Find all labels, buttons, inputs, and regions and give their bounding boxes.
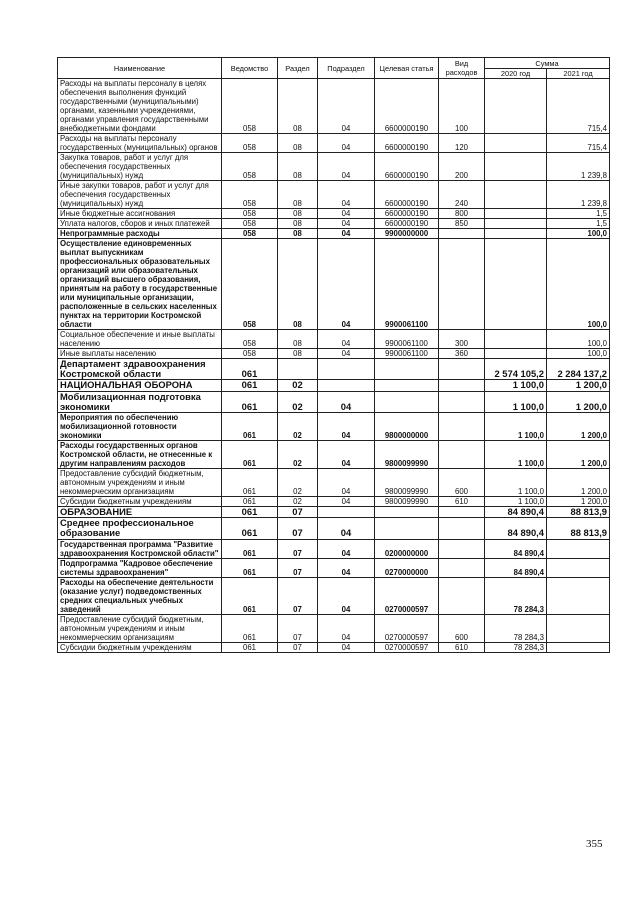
cell-type: 300 <box>439 330 485 349</box>
cell-dept: 061 <box>222 469 278 497</box>
header-sum: Сумма <box>485 58 610 69</box>
cell-section: 02 <box>278 413 318 441</box>
cell-section: 08 <box>278 330 318 349</box>
cell-name: Социальное обеспечение и иные выплаты населению <box>58 330 222 349</box>
table-row <box>58 642 610 652</box>
cell-2020: 1 100,0 <box>485 469 547 497</box>
table-row <box>58 507 610 518</box>
table-row <box>58 181 610 209</box>
cell-subsection: 04 <box>318 497 375 507</box>
cell-2020: 1 100,0 <box>485 497 547 507</box>
cell-section: 08 <box>278 209 318 219</box>
cell-2020: 84 890,4 <box>485 507 547 518</box>
cell-dept: 061 <box>222 380 278 391</box>
cell-name: Расходы на выплаты персоналу в целях обеспечения выполнения функций государственными (муниципальными) органами, казенными учреждениями, органами управления государственными внебюджетными фондами <box>58 79 222 134</box>
cell-target: 9800099990 <box>375 441 439 469</box>
cell-dept: 058 <box>222 181 278 209</box>
cell-dept: 061 <box>222 577 278 614</box>
cell-type <box>439 539 485 558</box>
cell-2021: 88 813,9 <box>547 518 610 539</box>
cell-dept: 061 <box>222 642 278 652</box>
header-name: Наименование <box>58 58 222 79</box>
cell-subsection: 04 <box>318 469 375 497</box>
cell-subsection: 04 <box>318 219 375 229</box>
cell-dept: 058 <box>222 239 278 330</box>
header-year-2020: 2020 год <box>485 69 547 79</box>
cell-type <box>439 391 485 412</box>
cell-type <box>439 229 485 239</box>
cell-2021 <box>547 642 610 652</box>
cell-section: 08 <box>278 239 318 330</box>
cell-subsection: 04 <box>318 229 375 239</box>
cell-name: Среднее профессиональное образование <box>58 518 222 539</box>
cell-target: 9900000000 <box>375 229 439 239</box>
cell-name: Иные закупки товаров, работ и услуг для обеспечения государственных (муниципальных) нужд <box>58 181 222 209</box>
cell-dept: 061 <box>222 391 278 412</box>
cell-dept: 061 <box>222 614 278 642</box>
cell-type <box>439 413 485 441</box>
cell-2020 <box>485 349 547 359</box>
cell-section: 07 <box>278 558 318 577</box>
cell-dept: 058 <box>222 229 278 239</box>
cell-subsection: 04 <box>318 153 375 181</box>
cell-section <box>278 359 318 380</box>
cell-target <box>375 391 439 412</box>
cell-type: 610 <box>439 497 485 507</box>
cell-dept: 061 <box>222 413 278 441</box>
cell-dept: 061 <box>222 441 278 469</box>
cell-target: 6600000190 <box>375 153 439 181</box>
cell-target <box>375 380 439 391</box>
cell-name: НАЦИОНАЛЬНАЯ ОБОРОНА <box>58 380 222 391</box>
cell-2020: 78 284,3 <box>485 642 547 652</box>
cell-type <box>439 577 485 614</box>
table-row <box>58 380 610 391</box>
budget-table <box>57 57 610 653</box>
cell-target: 9800099990 <box>375 469 439 497</box>
cell-name: Расходы на выплаты персоналу государственных (муниципальных) органов <box>58 134 222 153</box>
cell-dept: 058 <box>222 349 278 359</box>
table-row <box>58 391 610 412</box>
cell-target: 9900061100 <box>375 330 439 349</box>
cell-2021: 1,5 <box>547 219 610 229</box>
cell-2021: 1 239,8 <box>547 181 610 209</box>
cell-section: 02 <box>278 380 318 391</box>
cell-subsection: 04 <box>318 518 375 539</box>
cell-type <box>439 380 485 391</box>
cell-2021: 100,0 <box>547 239 610 330</box>
cell-type: 610 <box>439 642 485 652</box>
cell-2020: 84 890,4 <box>485 558 547 577</box>
cell-2021 <box>547 539 610 558</box>
cell-target: 0270000597 <box>375 614 439 642</box>
cell-section: 08 <box>278 153 318 181</box>
cell-2021: 1 200,0 <box>547 413 610 441</box>
cell-name: Иные бюджетные ассигнования <box>58 209 222 219</box>
cell-subsection: 04 <box>318 614 375 642</box>
cell-section: 07 <box>278 614 318 642</box>
cell-type <box>439 558 485 577</box>
cell-2020 <box>485 79 547 134</box>
table-row <box>58 219 610 229</box>
cell-target: 0200000000 <box>375 539 439 558</box>
cell-subsection: 04 <box>318 239 375 330</box>
table-row <box>58 413 610 441</box>
cell-name: Департамент здравоохранения Костромской области <box>58 359 222 380</box>
cell-2020: 2 574 105,2 <box>485 359 547 380</box>
cell-name: Закупка товаров, работ и услуг для обеспечения государственных (муниципальных) нужд <box>58 153 222 181</box>
cell-2020: 78 284,3 <box>485 614 547 642</box>
cell-type <box>439 507 485 518</box>
cell-type <box>439 359 485 380</box>
cell-subsection: 04 <box>318 330 375 349</box>
table-header <box>58 58 610 79</box>
table-body <box>58 79 610 653</box>
cell-section: 08 <box>278 219 318 229</box>
cell-name: Непрограммные расходы <box>58 229 222 239</box>
cell-type: 100 <box>439 79 485 134</box>
cell-type <box>439 518 485 539</box>
cell-target <box>375 359 439 380</box>
cell-type: 240 <box>439 181 485 209</box>
cell-2021: 1 200,0 <box>547 441 610 469</box>
cell-subsection: 04 <box>318 134 375 153</box>
table-row <box>58 614 610 642</box>
cell-2021: 100,0 <box>547 330 610 349</box>
cell-target: 6600000190 <box>375 209 439 219</box>
cell-subsection <box>318 380 375 391</box>
cell-2021 <box>547 577 610 614</box>
cell-2020 <box>485 153 547 181</box>
cell-2020 <box>485 181 547 209</box>
cell-name: Государственная программа "Развитие здравоохранения Костромской области" <box>58 539 222 558</box>
cell-name: Субсидии бюджетным учреждениям <box>58 497 222 507</box>
cell-subsection: 04 <box>318 79 375 134</box>
table-row <box>58 134 610 153</box>
cell-section: 08 <box>278 79 318 134</box>
cell-name: Мобилизационная подготовка экономики <box>58 391 222 412</box>
cell-dept: 058 <box>222 134 278 153</box>
cell-2021: 1 200,0 <box>547 497 610 507</box>
cell-2021: 2 284 137,2 <box>547 359 610 380</box>
cell-dept: 061 <box>222 558 278 577</box>
table-row <box>58 577 610 614</box>
cell-subsection: 04 <box>318 181 375 209</box>
header-year-2021: 2021 год <box>547 69 610 79</box>
cell-dept: 058 <box>222 79 278 134</box>
cell-name: Субсидии бюджетным учреждениям <box>58 642 222 652</box>
cell-target: 6600000190 <box>375 219 439 229</box>
cell-target: 9800099990 <box>375 497 439 507</box>
cell-target <box>375 507 439 518</box>
cell-target: 0270000000 <box>375 558 439 577</box>
cell-2021: 715,4 <box>547 79 610 134</box>
cell-2021: 100,0 <box>547 229 610 239</box>
cell-section: 07 <box>278 577 318 614</box>
cell-section: 07 <box>278 642 318 652</box>
cell-subsection: 04 <box>318 577 375 614</box>
cell-subsection: 04 <box>318 558 375 577</box>
cell-dept: 058 <box>222 153 278 181</box>
cell-subsection: 04 <box>318 539 375 558</box>
table-row <box>58 539 610 558</box>
cell-name: Предоставление субсидий бюджетным, автономным учреждениям и иным некоммерческим организациям <box>58 469 222 497</box>
header-section: Раздел <box>278 58 318 79</box>
cell-target: 9800000000 <box>375 413 439 441</box>
cell-section: 08 <box>278 229 318 239</box>
cell-name: Мероприятия по обеспечению мобилизационной готовности экономики <box>58 413 222 441</box>
cell-target: 0270000597 <box>375 642 439 652</box>
cell-type <box>439 239 485 330</box>
cell-2020 <box>485 330 547 349</box>
table-row <box>58 349 610 359</box>
cell-type: 200 <box>439 153 485 181</box>
cell-name: Осуществление единовременных выплат выпускникам профессиональных образовательных организаций или образовательных организаций высшего образования, принятым на работу в государственные или муниципальные организации, расположенные в сельских населенных пунктах на территории Костромской области <box>58 239 222 330</box>
cell-dept: 061 <box>222 518 278 539</box>
cell-section: 07 <box>278 539 318 558</box>
cell-type: 600 <box>439 614 485 642</box>
cell-dept: 058 <box>222 219 278 229</box>
cell-2021: 1 200,0 <box>547 380 610 391</box>
cell-2020: 84 890,4 <box>485 539 547 558</box>
cell-2020: 1 100,0 <box>485 391 547 412</box>
cell-type <box>439 441 485 469</box>
cell-2020: 1 100,0 <box>485 380 547 391</box>
cell-2020 <box>485 229 547 239</box>
table-row <box>58 79 610 134</box>
table-row <box>58 359 610 380</box>
cell-2021: 88 813,9 <box>547 507 610 518</box>
cell-name: Иные выплаты населению <box>58 349 222 359</box>
cell-2020: 84 890,4 <box>485 518 547 539</box>
cell-2021: 1 239,8 <box>547 153 610 181</box>
cell-section: 08 <box>278 181 318 209</box>
header-dept: Ведомство <box>222 58 278 79</box>
header-type: Вид расходов <box>439 58 485 79</box>
cell-type: 360 <box>439 349 485 359</box>
cell-target: 6600000190 <box>375 79 439 134</box>
cell-2020: 1 100,0 <box>485 413 547 441</box>
cell-2021 <box>547 558 610 577</box>
cell-section: 07 <box>278 518 318 539</box>
cell-type: 800 <box>439 209 485 219</box>
cell-type: 120 <box>439 134 485 153</box>
cell-target: 9900061100 <box>375 239 439 330</box>
header-subsection: Подраздел <box>318 58 375 79</box>
cell-2021: 1,5 <box>547 209 610 219</box>
cell-section: 02 <box>278 497 318 507</box>
cell-2021: 715,4 <box>547 134 610 153</box>
cell-dept: 058 <box>222 330 278 349</box>
cell-section: 02 <box>278 469 318 497</box>
cell-dept: 061 <box>222 539 278 558</box>
cell-name: Предоставление субсидий бюджетным, автономным учреждениям и иным некоммерческим организациям <box>58 614 222 642</box>
cell-target: 6600000190 <box>375 181 439 209</box>
cell-subsection: 04 <box>318 209 375 219</box>
cell-target: 9900061100 <box>375 349 439 359</box>
cell-name: Уплата налогов, сборов и иных платежей <box>58 219 222 229</box>
table-row <box>58 558 610 577</box>
cell-section: 02 <box>278 441 318 469</box>
cell-section: 08 <box>278 349 318 359</box>
cell-2020: 1 100,0 <box>485 441 547 469</box>
cell-subsection: 04 <box>318 391 375 412</box>
cell-target: 6600000190 <box>375 134 439 153</box>
table-row <box>58 518 610 539</box>
cell-2021 <box>547 614 610 642</box>
cell-2020 <box>485 134 547 153</box>
table-row <box>58 497 610 507</box>
header-target: Целевая статья <box>375 58 439 79</box>
cell-name: Расходы на обеспечение деятельности (оказание услуг) подведомственных средних специальных учебных заведений <box>58 577 222 614</box>
cell-dept: 058 <box>222 209 278 219</box>
cell-dept: 061 <box>222 497 278 507</box>
page-number: 355 <box>586 838 603 850</box>
cell-subsection: 04 <box>318 441 375 469</box>
cell-subsection: 04 <box>318 413 375 441</box>
cell-subsection: 04 <box>318 642 375 652</box>
cell-2021: 100,0 <box>547 349 610 359</box>
cell-target <box>375 518 439 539</box>
table-row <box>58 153 610 181</box>
cell-2021: 1 200,0 <box>547 469 610 497</box>
cell-section: 08 <box>278 134 318 153</box>
cell-section: 02 <box>278 391 318 412</box>
table-row <box>58 441 610 469</box>
cell-name: Расходы государственных органов Костромской области, не отнесенные к другим направлениям расходов <box>58 441 222 469</box>
cell-dept: 061 <box>222 507 278 518</box>
cell-2021: 1 200,0 <box>547 391 610 412</box>
cell-2020 <box>485 239 547 330</box>
cell-subsection <box>318 359 375 380</box>
table-row <box>58 469 610 497</box>
cell-name: Подпрограмма "Кадровое обеспечение системы здравоохранения" <box>58 558 222 577</box>
table-row <box>58 239 610 330</box>
cell-target: 0270000597 <box>375 577 439 614</box>
cell-type: 600 <box>439 469 485 497</box>
table-row <box>58 209 610 219</box>
cell-subsection <box>318 507 375 518</box>
cell-type: 850 <box>439 219 485 229</box>
cell-name: ОБРАЗОВАНИЕ <box>58 507 222 518</box>
cell-section: 07 <box>278 507 318 518</box>
cell-2020 <box>485 219 547 229</box>
table-row <box>58 229 610 239</box>
cell-2020 <box>485 209 547 219</box>
cell-2020: 78 284,3 <box>485 577 547 614</box>
cell-subsection: 04 <box>318 349 375 359</box>
cell-dept: 061 <box>222 359 278 380</box>
table-row <box>58 330 610 349</box>
